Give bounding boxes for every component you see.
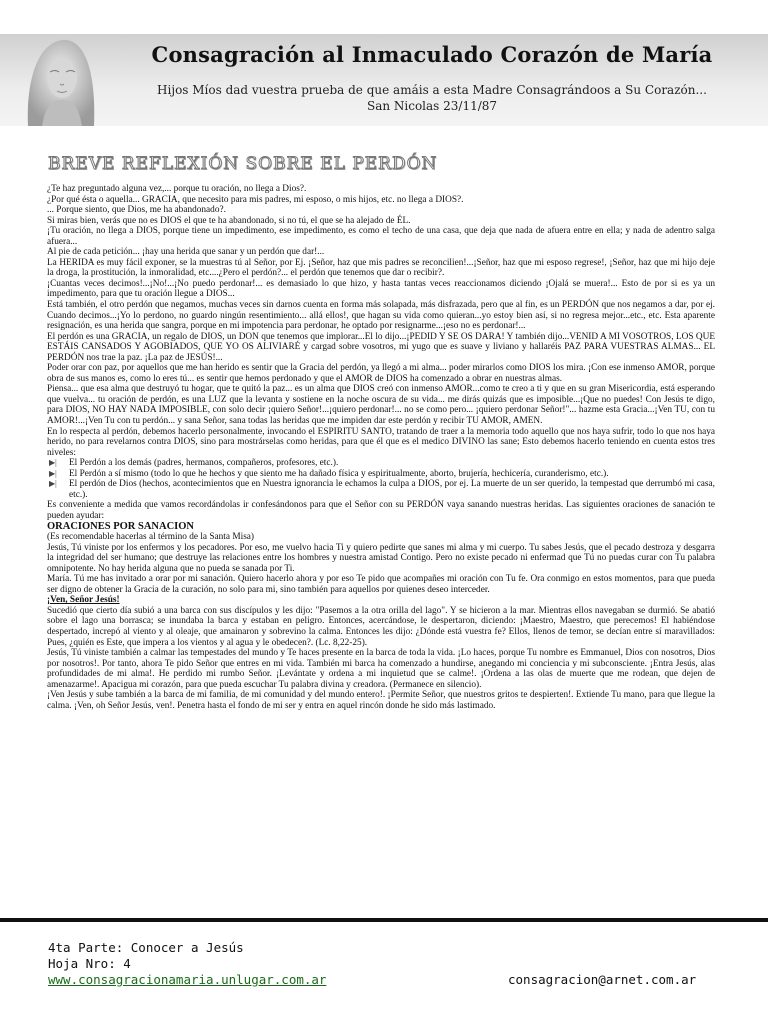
paragraph: ¡Cuantas veces decimos!...¡No!...¡No puedo perdonar!... es demasiado lo que hizo, y hasta tantas veces reaccionamos diciendo ¡Ojalá se muera!... Esto de por si es ya un impedimento, para que tu oración llegue a DIOS... <box>47 278 715 300</box>
prayer-title: ¡Ven, Señor Jesús! <box>47 595 120 606</box>
paragraph: Jesús, Tú viniste por los enfermos y los pecadores. Por eso, me vuelvo hacia Ti y quiero pedirte que sanes mi alma y mi cuerpo. Tu sabes Jesús, que el pecado destroza y desgarra la integridad del ser humano; que destruye las relaciones entre los hombres y nuestra amistad Contigo. Pero no existe pecado ni enfermad que Tú no puedas curar con Tu palabra omnipotente. No hay herida alguna que no pueda se sanada por Ti. <box>47 542 715 574</box>
bullet-icon: ▶| <box>49 468 57 478</box>
paragraph: Piensa... que esa alma que destruyó tu hogar, que te quitó la paz... es un alma que DIOS creó con inmenso AMOR...como te creo a ti y que en su gran Misericordia, está esperando que vuelva... tu oración de perdón, es una LUZ que la levanta y sostiene en la noche oscura de su vida... me dirás quizás que es imposible...¡Que no puedes! Con Jesús te digo, para DIOS, NO HAY NADA IMPOSIBLE, con solo decir ¡quiero Señor!...¡quiero perdonar!... no se como pero... ¡quiero perdonar Señor!"... hazme esta Gracia...¡Ven TU, con tu AMOR!...¡Ven Tu con tu perdón... y sana Señor, sana todas las heridas que me impiden dar este perdón y recibir TU AMOR, AMEN. <box>47 384 715 427</box>
paragraph: ¡Tu oración, no llega a DIOS, porque tiene un impedimento, ese impedimento, es como el techo de una casa, que deja que nada de afuera entre en ella; y nada de adentro salga afuera... <box>47 226 715 247</box>
paragraph: Poder orar con paz, por aquellos que me han herido es sentir que la Gracia del perdón, ya llegó a mi alma... poder mirarlos como DIOS los mira. ¡Con ese inmenso AMOR, porque obra de sus manos es, como lo eres tú... es sentir que hemos perdonado y que el AMOR de DIOS ha comenzado a obrar en nuestras almas. <box>47 363 715 384</box>
page-header <box>0 34 768 126</box>
page-subtitle: Hijos Míos dad vuestra prueba de que amáis a esta Madre Consagrándoos a Su Corazón... <box>157 83 707 97</box>
bullet-icon: ▶| <box>49 458 57 468</box>
bullet-icon: ▶| <box>49 479 57 489</box>
paragraph: Sucedió que cierto día subió a una barca con sus discípulos y les dijo: "Pasemos a la otra orilla del lago". Y se hicieron a la mar. Mientras ellos navegaban se durmió. Se abatió sobre el lago una borrasca; se inundaba la barca y estaban en peligro. Entonces, acercándose, le despertaron, diciendo: ¡Maestro, Maestro, que perecemos! El habiéndose despertado, increpó al viento y al oleaje, que amainaron y sobrevino la calma. Entonces les dijo: ¿Dónde está vuestra fe? Ellos, llenos de temor, se decían entre sí maravillados: Pues, ¿quién es Este, que impera a los vientos y al agua y le obedecen?. (Lc. 8,22-25). <box>47 605 715 648</box>
list-item-text: El Perdón a los demás (padres, hermanos, compañeros, profesores, etc.). <box>69 458 339 469</box>
paragraph: En lo respecta al perdón, debemos hacerlo personalmente, invocando el ESPIRITU SANTO, tratando de traer a la memoria todo aquello que nos haya sufrir, todo lo que nos haya herido, no para revelarnos contra DIOS, sino para mostrárselas como heridas, para que él que es el medico DIVINO las sane; Esto debemos hacerlo teniendo en cuenta estos tres niveles: <box>47 426 715 458</box>
footer-website-link[interactable]: www.consagracionamaria.unlugar.com.ar <box>48 972 327 987</box>
footer-divider <box>0 918 768 922</box>
paragraph: Está también, el otro perdón que negamos, muchas veces sin darnos cuenta en forma más solapada, más disfrazada, pero que al fin, es un PERDÓN que nos negamos a dar, por ej. Cuando decimos...¡Yo lo perdono, no guardo ningún resentimiento... allá ellos!, que hagan su vida como quieran...yo estoy bien así, si no regresa mejor...etc., etc. Esta aparente resignación, es una herida que sangra, porque en mi impotencia para perdonar, he optado por resignarme...¡eso no es perdonar!... <box>47 300 715 332</box>
paragraph: El perdón es una GRACIA, un regalo de DIOS, un DON que tenemos que implorar...El lo dijo...¡PEDID Y SE OS DARA! Y también dijo...VENID A MI VOSOTROS, LOS QUE ESTÁIS CANSADOS Y AGOBIADOS, QUE YO OS ALIVIARÉ y cargad sobre vosotros, mi yugo que es suave y liviano y hallaréis PAZ PARA VUESTRAS ALMAS... EL PERDÓN nos trae la paz. ¡La paz de JESÚS!... <box>47 331 715 363</box>
page-date: San Nicolas 23/11/87 <box>366 99 498 113</box>
paragraph: ¡Ven Jesús y sube también a la barca de mi familia, de mi comunidad y del mundo entero!. ¡Permite Señor, que nuestros gritos te despierten!. Extiende Tu mano, para que llegue la calma. ¡Ven, oh Señor Jesús, ven!. Penetra hasta el fondo de mi ser y entra en aquel rincón donde he sido más lastimado. <box>47 690 715 711</box>
list-item-text: El perdón de Dios (hechos, acontecimientos que en Nuestra ignorancia le echamos la culpa a DIOS, por ej. La muerte de un ser querido, la tempestad que derrumbó mi casa, etc.). <box>69 479 715 500</box>
list-item <box>49 468 715 480</box>
article-heading: BREVE REFLEXIÓN SOBRE EL PERDÓN <box>48 154 438 174</box>
paragraph: ... Porque siento, que Dios, me ha abandonado?. <box>47 205 226 216</box>
virgin-mary-portrait <box>22 34 100 126</box>
paragraph: Es conveniente a medida que vamos recordándolas ir confesándonos para que el Señor con su PERDÓN vaya sanando nuestras heridas. Las siguientes oraciones de sanación te pueden ayudar: <box>47 500 715 521</box>
paragraph: (Es recomendable hacerlas al término de la Santa Misa) <box>47 532 255 543</box>
list-item <box>49 479 715 500</box>
footer-sheet: Hoja Nro: 4 <box>48 956 131 971</box>
levels-list <box>47 458 715 500</box>
list-item-text: El Perdón a sí mismo (todo lo que he hechos y que siento me ha dañado física y espiritualmente, aborto, brujería, hechicería, curanderismo, etc.). <box>69 468 609 479</box>
list-item <box>49 458 715 469</box>
paragraph: La HERIDA es muy fácil exponer, se la muestras tú al Señor, por Ej. ¡Señor, haz que mis padres se reconcilien!...¡Señor, haz que mi esposo regrese!, ¡Señor, haz que mi hijo deje la droga, la prostitución, la inmoralidad, etc....¿Pero el perdón?... el perdón que tenemos que dar o recibir?. <box>47 257 715 279</box>
paragraph: María. Tú me has invitado a orar por mi sanación. Quiero hacerlo ahora y por eso Te pido que acompañes mi oración con Tu fe. Ora conmigo en estos momentos, para que pueda ser digno de obtener la Gracia de la curación, no solo para mi, sino también para aquellos por quienes deseo interceder. <box>47 574 715 595</box>
section-title: ORACIONES POR SANACION <box>47 520 195 532</box>
footer-email[interactable]: consagracion@arnet.com.ar <box>508 972 697 987</box>
paragraph: ¿Te haz preguntado alguna vez,... porque tu oración, no llega a Dios?. <box>47 184 307 194</box>
page-title: Consagración al Inmaculado Corazón de María <box>151 42 713 67</box>
paragraph: Si miras bien, verás que no es DIOS el que te ha abandonado, si no tú, el que se ha alejado de ÉL. <box>47 215 411 226</box>
footer-part: 4ta Parte: Conocer a Jesús <box>48 940 244 955</box>
paragraph: Al pie de cada petición... ¡hay una herida que sanar y un perdón que dar!... <box>47 247 325 258</box>
paragraph: ¿Por qué ésta o aquella... GRACIA, que necesito para mis padres, mi esposo, o mis hijos, etc. no llega a DIOS?. <box>47 194 464 205</box>
article-body <box>47 184 715 711</box>
paragraph: Jesús, Tú viniste también a calmar las tempestades del mundo y Te haces presente en la barca de toda la vida. ¡Lo haces, porque Tu nombre es Emmanuel, Dios con nosotros, Dios por nosotros!. Por tanto, ahora Te pido Señor que entres en mi vida. También mi barca ha comenzado a hundirse, anegando mi conciencia y mi subconsciente. ¡Entra Jesús, alas profundidades de mi alma!. He perdido mi rumbo Señor. ¡Levántate y ordena a mi inquietud que se calme!. ¡Ordena a las olas de muerte que me rodean, que dejen de amenazarme!. Apacigua mi corazón, para que pueda escuchar Tu palabra divina y creadora. (Permanece en silencio). <box>47 648 715 690</box>
